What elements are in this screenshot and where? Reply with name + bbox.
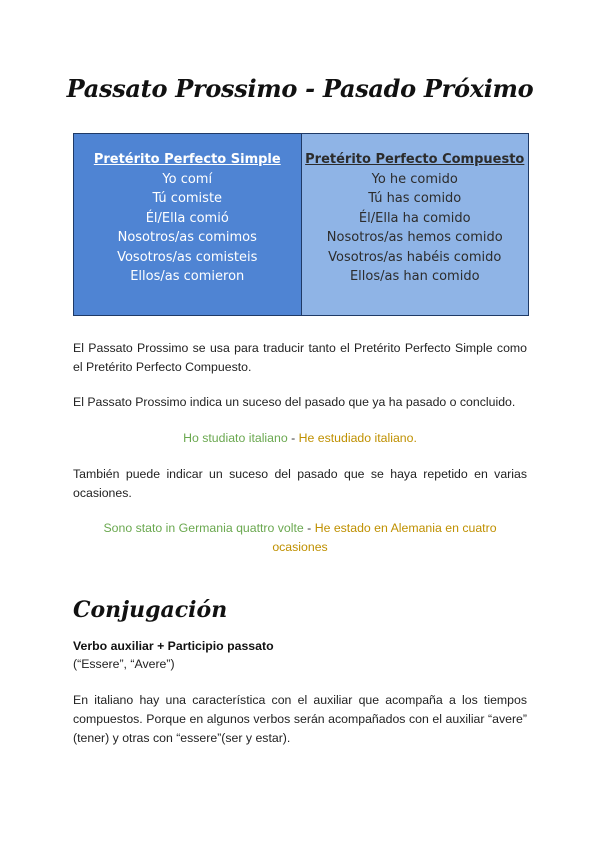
table-cell: Ellos/as comieron <box>130 269 245 284</box>
example-spanish: He estado en Alemania en cuatro ocasiones <box>272 521 497 554</box>
paragraph-usage: El Passato Prossimo se usa para traducir tanto el Pretérito Perfecto Simple como el Pretérito Perfecto Compuesto. <box>73 341 527 374</box>
conjugation-table <box>73 133 529 316</box>
table-cell: Tú comiste <box>152 191 223 206</box>
page-title: Passato Prossimo - Pasado Próximo <box>66 74 534 103</box>
example-separator: - <box>303 521 315 535</box>
paragraph-definition: El Passato Prossimo indica un suceso del pasado que ya ha pasado o concluido. <box>73 395 516 409</box>
auxiliary-list: (“Essere”, “Avere”) <box>73 657 175 671</box>
section-heading: Conjugación <box>73 597 228 623</box>
table-cell: Yo comí <box>162 171 213 187</box>
column-header-compound: Pretérito Perfecto Compuesto <box>305 152 525 167</box>
table-cell: Él/Ella ha comido <box>358 210 471 226</box>
verb-formula: Verbo auxiliar + Participio passato <box>73 639 274 653</box>
table-column-compound <box>302 134 529 315</box>
table-cell: Él/Ella comió <box>145 210 229 226</box>
example-italian: Sono stato in Germania quattro volte <box>103 521 304 535</box>
example-sentence-2 <box>73 519 527 557</box>
table-cell: Yo he comido <box>371 171 458 187</box>
table-column-simple <box>74 134 302 315</box>
table-cell: Nosotros/as hemos comido <box>326 230 503 245</box>
example-italian: Ho studiato italiano <box>183 431 288 445</box>
example-spanish: He estudiado italiano. <box>298 431 417 445</box>
table-cell: Vosotros/as comisteis <box>117 249 258 265</box>
paragraph-auxiliary: En italiano hay una característica con el auxiliar que acompaña a los tiempos compuestos. Porque en algunos verbos serán acompañados con el auxiliar “avere” (tener) y otras con “essere”(ser y estar). <box>73 693 527 745</box>
example-separator: - <box>287 431 299 445</box>
table-cell: Vosotros/as habéis comido <box>328 249 502 265</box>
table-cell: Tú has comido <box>368 191 462 206</box>
example-sentence-1 <box>73 429 527 448</box>
table-cell: Nosotros/as comimos <box>117 230 257 245</box>
table-cell: Ellos/as han comido <box>349 269 480 284</box>
column-header-simple: Pretérito Perfecto Simple <box>93 152 281 167</box>
paragraph-repeated: También puede indicar un suceso del pasado que se haya repetido en varias ocasiones. <box>73 467 527 500</box>
